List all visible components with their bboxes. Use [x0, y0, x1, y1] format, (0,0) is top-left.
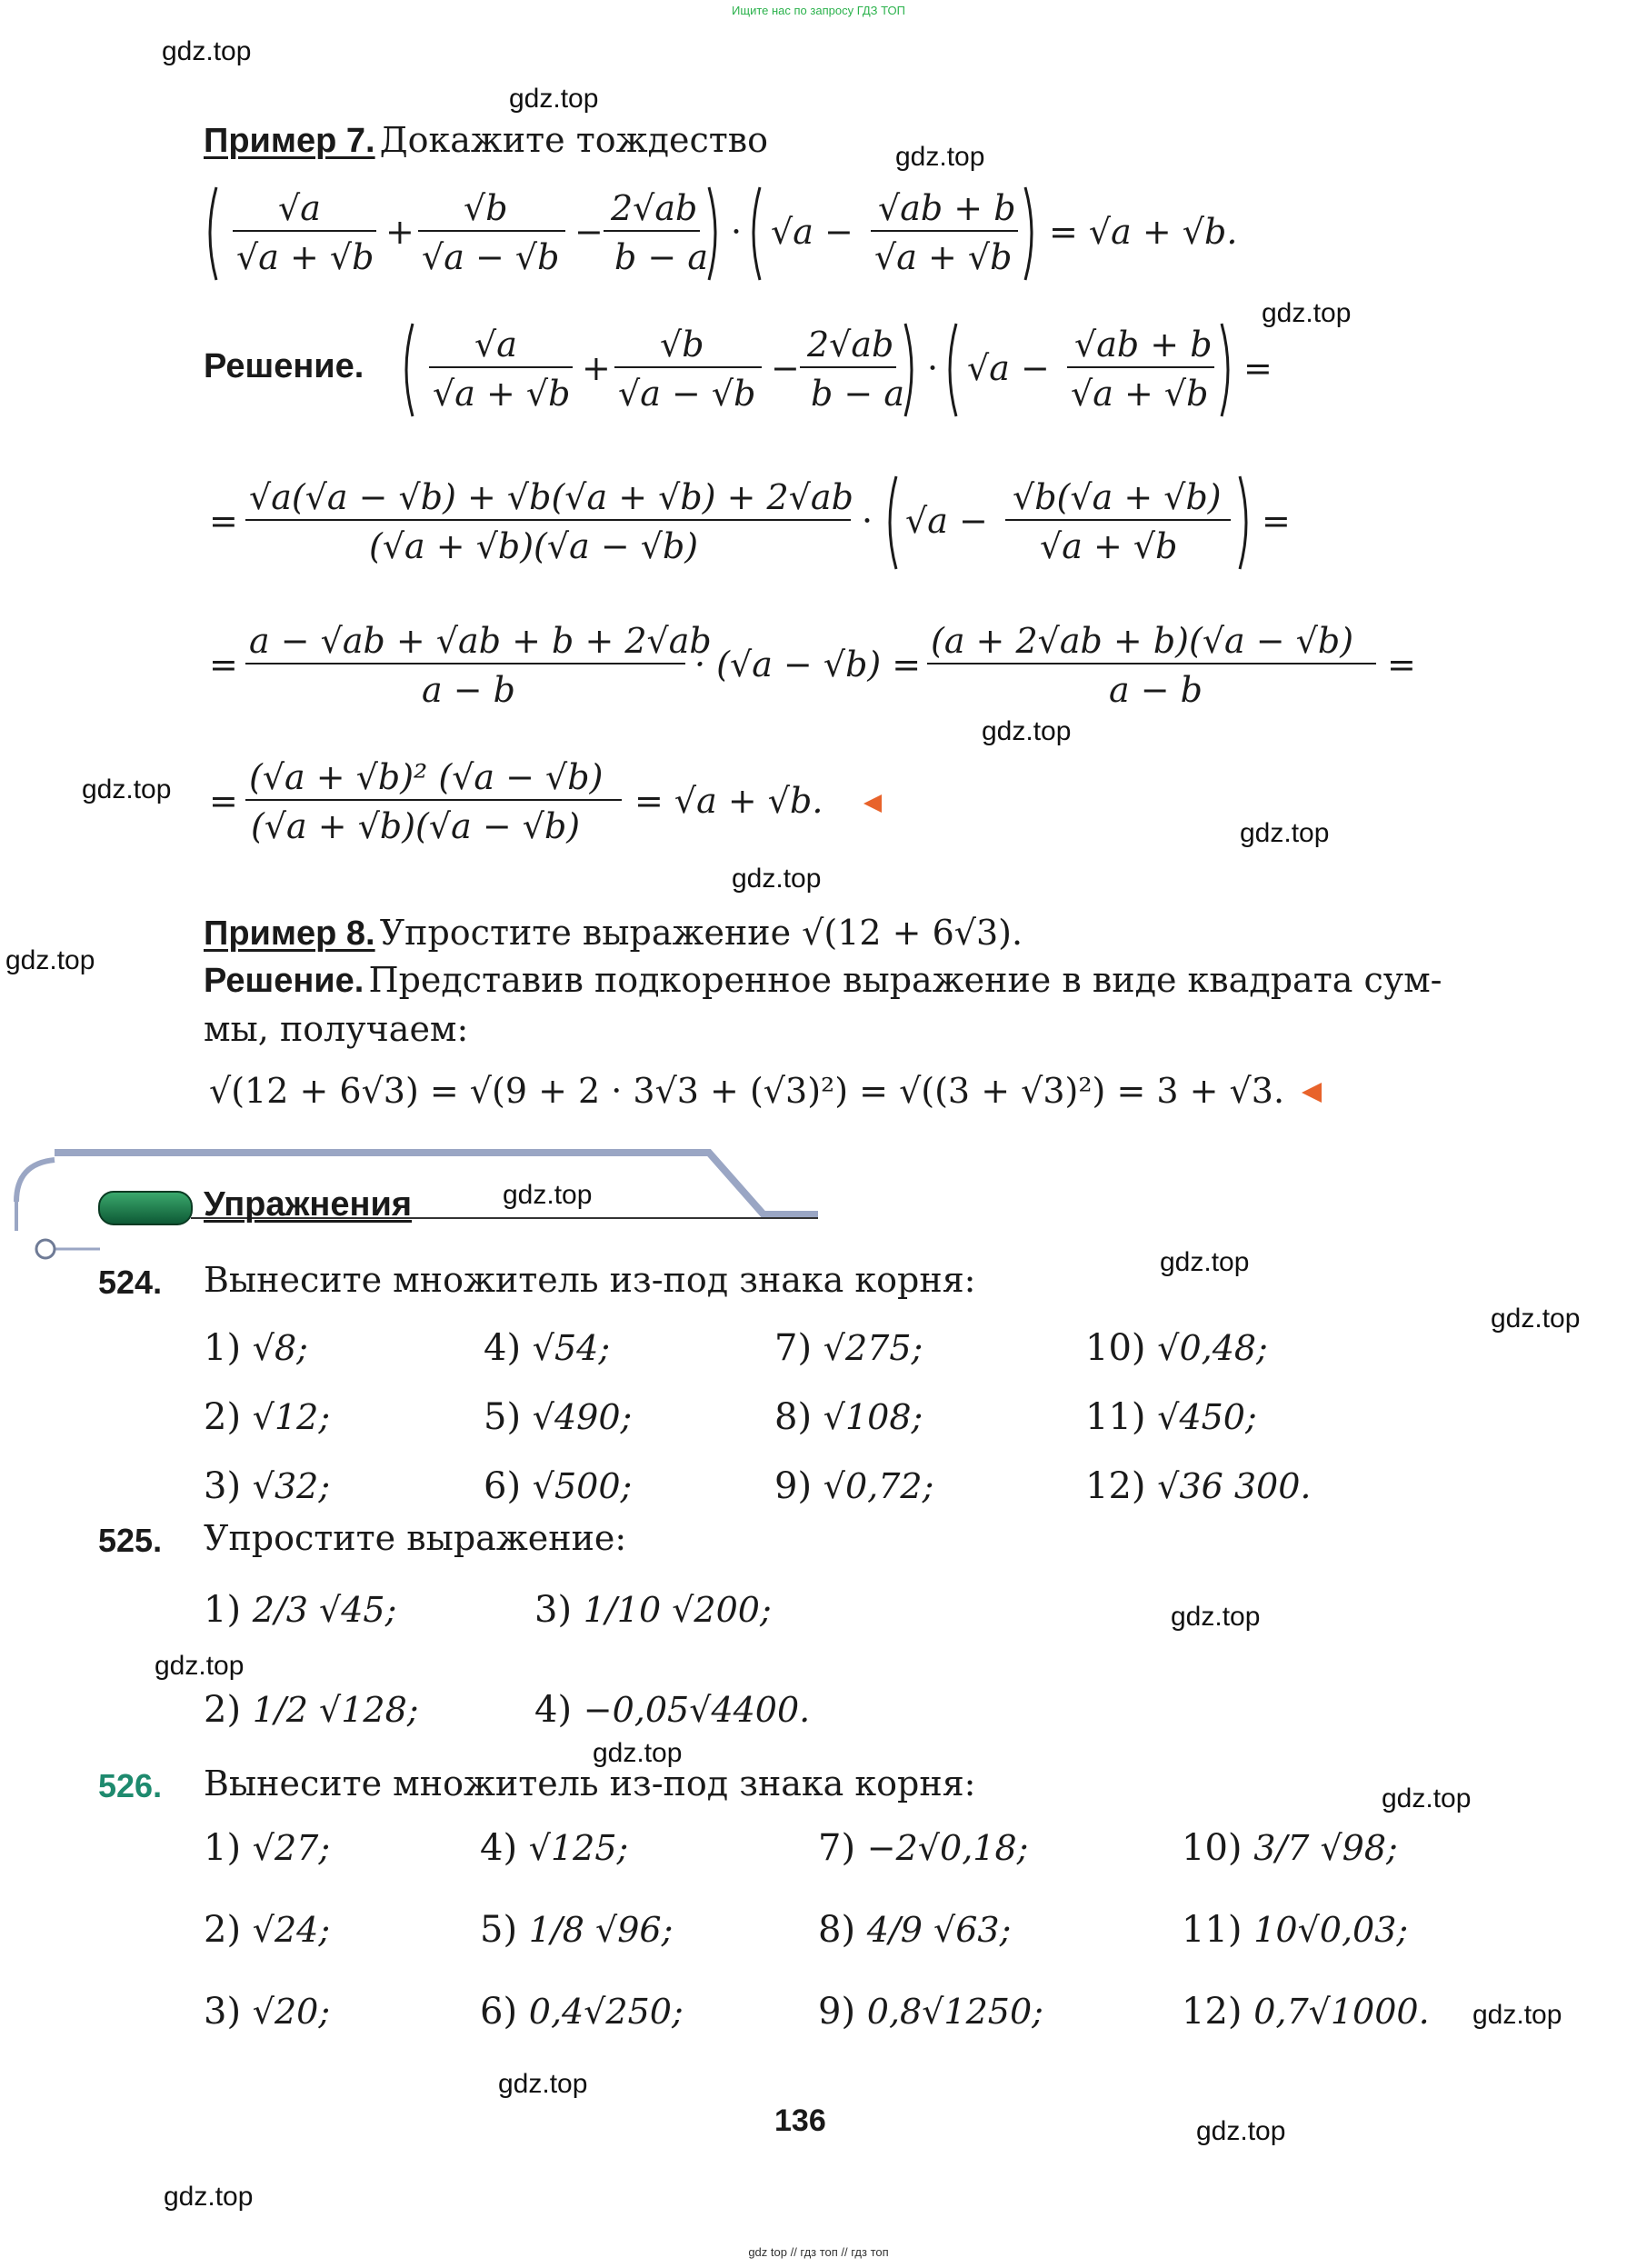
svg-text:√a + √b: √a + √b [1071, 374, 1209, 414]
exercise-524-item: 7) √275; [774, 1327, 923, 1369]
exercise-526-item: 11) 10√0,03; [1182, 1909, 1409, 1951]
watermark: gdz.top [82, 774, 172, 804]
svg-text:= √a + √b.: = √a + √b. [634, 781, 823, 821]
example-7-label: Пример 7. [204, 122, 375, 160]
example-8-formula-row [209, 1071, 1322, 1111]
exercise-525-prompt: Упростите выражение: [204, 1518, 627, 1558]
svg-text:√a − √b: √a − √b [422, 237, 560, 277]
exercise-526-item: 9) 0,8√1250; [818, 1991, 1043, 2033]
exercise-526-item: 3) √20; [204, 1991, 331, 2033]
exercise-526-item: 5) 1/8 √96; [480, 1909, 674, 1951]
svg-text:+: + [385, 212, 414, 252]
exercise-524-item: 10) √0,48; [1085, 1327, 1268, 1369]
example-8-solution [204, 960, 1442, 1001]
svg-text:+: + [582, 348, 611, 388]
svg-text:√a + √b: √a + √b [236, 237, 374, 277]
exercise-524-number: 524. [98, 1264, 163, 1301]
svg-text:·: · [862, 501, 873, 541]
svg-text:√ab + b: √ab + b [878, 188, 1016, 228]
svg-text:a − b: a − b [1109, 670, 1203, 710]
exercises-title: Упражнения [204, 1185, 413, 1224]
exercise-526-item: 2) √24; [204, 1909, 331, 1951]
watermark: gdz.top [1382, 1783, 1472, 1813]
svg-text:√b(√a + √b): √b(√a + √b) [1013, 477, 1222, 517]
svg-text:√b: √b [660, 325, 704, 365]
svg-text:=: = [209, 781, 238, 821]
example-8-solution-text: Представив подкоренное выражение в виде квадрата сум- [368, 960, 1442, 1000]
exercise-526-number: 526. [98, 1767, 163, 1804]
exercise-526-item: 1) √27; [204, 1827, 331, 1869]
exercise-526-item: 10) 3/7 √98; [1182, 1827, 1398, 1869]
watermark: gdz.top [593, 1738, 683, 1768]
exercise-524-item: 1) √8; [204, 1327, 308, 1369]
svg-text:·: · [731, 212, 743, 252]
svg-text:(a + 2√ab + b)(√a − √b): (a + 2√ab + b)(√a − √b) [931, 621, 1354, 661]
svg-text:a − √ab + √ab + b + 2√ab: a − √ab + √ab + b + 2√ab [249, 621, 712, 661]
exercise-524-item: 5) √490; [484, 1396, 633, 1438]
page-number: 136 [774, 2103, 826, 2138]
watermark: gdz.top [1262, 298, 1352, 328]
watermark: gdz.top [732, 864, 822, 894]
watermark: gdz.top [1171, 1602, 1261, 1632]
svg-text:√a −: √a − [967, 348, 1050, 388]
example-7-solution-label: Решение. [204, 347, 364, 385]
svg-text:√ab + b: √ab + b [1074, 325, 1213, 365]
svg-text:b − a: b − a [811, 374, 904, 414]
watermark: gdz.top [155, 1651, 245, 1681]
svg-text:=: = [209, 501, 238, 541]
example-8-solution-label: Решение. [204, 962, 364, 1000]
example-8-solution-text-2: мы, получаем: [204, 1009, 469, 1049]
exercise-525-item: 3) 1/10 √200; [534, 1589, 772, 1631]
exercise-524-item: 3) √32; [204, 1465, 331, 1507]
exercise-525-item: 4) −0,05√4400. [534, 1689, 811, 1731]
svg-text:b − a: b − a [614, 237, 708, 277]
solution-line-2 [204, 464, 1331, 582]
exercise-526-item: 7) −2√0,18; [818, 1827, 1029, 1869]
exercise-525-item: 2) 1/2 √128; [204, 1689, 419, 1731]
svg-text:√a + √b: √a + √b [1040, 526, 1178, 566]
watermark: gdz.top [895, 142, 985, 172]
svg-text:=: = [1243, 348, 1273, 388]
end-of-solution-marker [1302, 1083, 1322, 1103]
exercise-524-item: 12) √36 300. [1085, 1465, 1312, 1507]
svg-text:−: − [574, 212, 604, 252]
svg-text:· (√a − √b) =: · (√a − √b) = [694, 644, 922, 684]
svg-text:√a −: √a − [905, 501, 988, 541]
svg-text:√a + √b: √a + √b [433, 374, 571, 414]
svg-text:a − b: a − b [422, 670, 515, 710]
exercise-526-item: 8) 4/9 √63; [818, 1909, 1012, 1951]
top-banner[interactable]: Ищите нас по запросу ГДЗ ТОП [732, 4, 905, 17]
svg-text:=: = [1387, 644, 1416, 684]
svg-text:(√a + √b)(√a − √b): (√a + √b)(√a − √b) [369, 526, 699, 566]
svg-text:√b: √b [464, 188, 508, 228]
svg-text:(√a + √b)² (√a − √b): (√a + √b)² (√a − √b) [249, 757, 604, 797]
watermark: gdz.top [1196, 2116, 1286, 2146]
watermark: gdz.top [1472, 2000, 1562, 2030]
exercise-526-item: 6) 0,4√250; [480, 1991, 684, 2033]
svg-text:=: = [209, 644, 238, 684]
exercise-524-item: 9) √0,72; [774, 1465, 934, 1507]
exercise-525-item: 1) 2/3 √45; [204, 1589, 397, 1631]
svg-text:= √a + √b.: = √a + √b. [1049, 212, 1238, 252]
watermark: gdz.top [5, 945, 95, 975]
watermark: gdz.top [509, 84, 599, 114]
svg-text:√a + √b: √a + √b [874, 237, 1013, 277]
example-8-label: Пример 8. [204, 914, 375, 953]
exercise-526-prompt: Вынесите множитель из-под знака корня: [204, 1763, 976, 1803]
watermark: gdz.top [1491, 1304, 1581, 1334]
svg-text:=: = [1262, 501, 1291, 541]
svg-text:2√ab: 2√ab [807, 325, 894, 365]
watermark: gdz.top [164, 2182, 254, 2212]
solution-line-3 [204, 607, 1458, 725]
solution-line-1 [400, 311, 1309, 429]
svg-text:(√a + √b)(√a − √b): (√a + √b)(√a − √b) [251, 806, 581, 846]
svg-text:√a −: √a − [771, 212, 853, 252]
watermark: gdz.top [1160, 1247, 1250, 1277]
exercise-526-item: 4) √125; [480, 1827, 629, 1869]
exercise-525-number: 525. [98, 1522, 163, 1559]
exercises-icon [98, 1191, 193, 1225]
watermark: gdz.top [1240, 818, 1330, 848]
svg-text:√a(√a − √b) + √b(√a + √b) + 2√: √a(√a − √b) + √b(√a + √b) + 2√ab [249, 477, 853, 517]
svg-text:2√ab: 2√ab [611, 188, 698, 228]
example-7-text: Докажите тождество [379, 120, 769, 160]
example-7-formula [204, 175, 1294, 293]
example-7-heading [204, 120, 768, 161]
exercise-524-item: 4) √54; [484, 1327, 611, 1369]
svg-text:·: · [927, 348, 939, 388]
solution-line-4 [204, 744, 894, 862]
exercise-524-item: 2) √12; [204, 1396, 331, 1438]
watermark: gdz.top [498, 2069, 588, 2099]
svg-text:√a: √a [278, 188, 321, 228]
watermark: gdz.top [982, 716, 1072, 746]
exercise-524-item: 8) √108; [774, 1396, 923, 1438]
svg-text:−: − [771, 348, 800, 388]
watermark: gdz.top [162, 36, 252, 66]
example-8-formula: √(12 + 6√3) = √(9 + 2 · 3√3 + (√3)²) = √((3 + √3)²) = 3 + √3. [209, 1071, 1285, 1111]
watermark: gdz.top [503, 1180, 593, 1210]
bottom-banner[interactable]: gdz top // гдз топ // гдз топ [748, 2245, 889, 2259]
svg-text:√a − √b: √a − √b [618, 374, 756, 414]
example-8-heading [204, 913, 1023, 954]
svg-text:√a: √a [474, 325, 517, 365]
exercise-524-item: 11) √450; [1085, 1396, 1257, 1438]
exercise-524-prompt: Вынесите множитель из-под знака корня: [204, 1260, 976, 1300]
exercise-526-item: 12) 0,7√1000. [1182, 1991, 1430, 2033]
exercise-524-item: 6) √500; [484, 1465, 633, 1507]
example-8-text: Упростите выражение √(12 + 6√3). [379, 913, 1023, 953]
